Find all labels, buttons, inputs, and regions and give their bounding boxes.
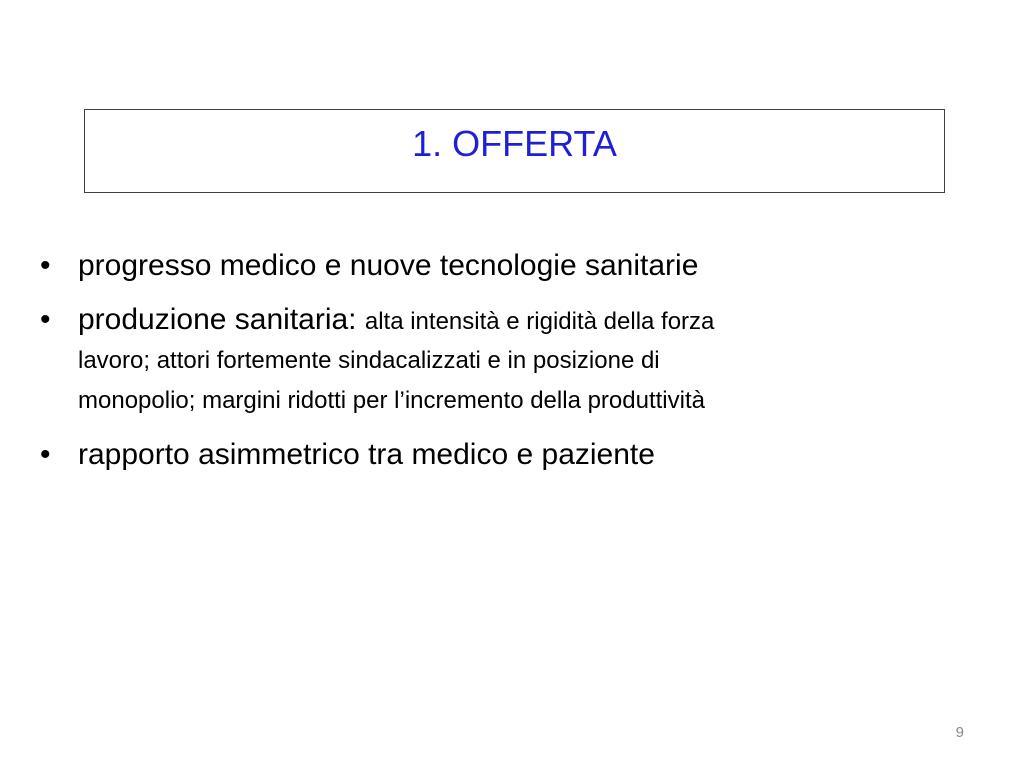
bullet-symbol: • [40,249,51,282]
bullet-item-2 [40,300,960,421]
bullet-detail-line-1: alta intensità e rigidità della forza [364,308,715,335]
page-number: 9 [955,724,964,741]
bullet-text: rapporto asimmetrico tra medico e paziente [78,438,655,471]
bullet-item-3 [40,435,960,475]
bullet-detail-line-2: lavoro; attori fortemente sindacalizzati e in posizione di [78,347,660,374]
bullet-text: produzione sanitaria: [78,303,357,336]
slide-title: 1. OFFERTA [412,123,617,164]
bullet-symbol: • [40,438,51,471]
bullet-text: progresso medico e nuove tecnologie sanitarie [78,249,699,282]
bullet-list [40,246,960,489]
bullet-item-1 [40,246,960,286]
bullet-symbol: • [40,303,51,336]
bullet-detail-line-3: monopolio; margini ridotti per l’incremento della produttività [78,387,705,414]
title-box [84,109,945,193]
